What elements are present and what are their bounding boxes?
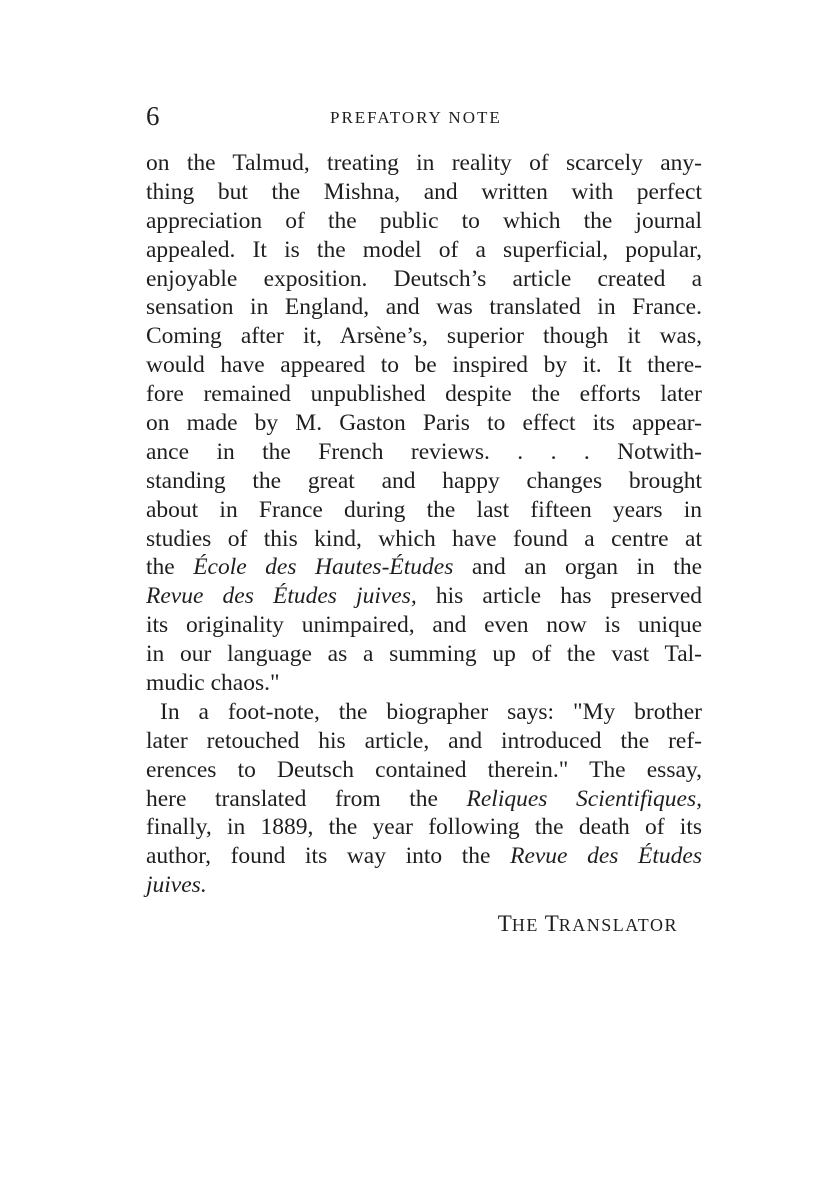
text-line: finally, in 1889, the year following the death of its	[146, 814, 702, 841]
text-line	[146, 553, 702, 582]
italic-title: École des Hautes-Études	[193, 554, 454, 581]
signature	[146, 910, 702, 939]
body-text	[146, 149, 702, 939]
text-line	[146, 871, 702, 900]
text-line	[146, 582, 702, 611]
text-line	[146, 842, 702, 871]
text-line: appreciation of the public to which the journal	[146, 207, 702, 234]
signature-initial: T	[497, 911, 512, 937]
italic-title: Revue des Études	[510, 843, 702, 870]
text-line: mudic chaos."	[146, 670, 280, 697]
text-segment: author, found its way into the	[146, 843, 511, 870]
text-line: sensation in England, and was translated in France.	[146, 294, 702, 321]
text-line: appealed. It is the model of a superficial, popular,	[146, 236, 702, 263]
italic-title: Reliques Scientifiques,	[466, 785, 702, 812]
signature-rest: RANSLATOR	[558, 915, 678, 936]
text-line: Coming after it, Arsène’s, superior though it was,	[146, 323, 702, 350]
italic-title: juives.	[146, 872, 207, 899]
text-line: on the Talmud, treating in reality of scarcely any-	[146, 150, 702, 176]
text-line: In a foot-note, the biographer says: "My brother	[160, 698, 702, 725]
text-line: later retouched his article, and introduced the ref-	[146, 727, 702, 754]
text-line: its originality unimpaired, and even now is unique	[146, 612, 702, 639]
text-segment: and an organ in the	[453, 554, 702, 581]
text-line: about in France during the last fifteen years in	[146, 496, 702, 523]
signature-rest: HE	[511, 915, 539, 936]
text-line: studies of this kind, which have found a centre at	[146, 525, 702, 552]
text-segment: his article has preserved	[416, 583, 702, 610]
text-line: fore remained unpublished despite the efforts later	[146, 381, 702, 408]
running-head: PREFATORY NOTE	[330, 108, 502, 127]
text-segment: the	[146, 554, 194, 581]
text-line: in our language as a summing up of the vast Tal-	[146, 641, 702, 668]
text-line: on made by M. Gaston Paris to effect its appear-	[146, 410, 702, 437]
text-segment: here translated from the	[146, 785, 467, 812]
text-line: standing the great and happy changes brought	[146, 467, 702, 494]
text-line: erences to Deutsch contained therein." The essay,	[146, 756, 702, 783]
text-line: ance in the French reviews. . . . Notwith-	[146, 438, 702, 465]
page-number: 6	[146, 101, 160, 131]
italic-title: Revue des Études juives,	[146, 583, 417, 610]
signature-initial: T	[544, 911, 559, 937]
text-line	[146, 785, 702, 814]
text-line: thing but the Mishna, and written with perfect	[146, 178, 702, 205]
text-line: would have appeared to be inspired by it. It there-	[146, 352, 702, 379]
text-line: enjoyable exposition. Deutsch’s article created a	[146, 265, 702, 292]
